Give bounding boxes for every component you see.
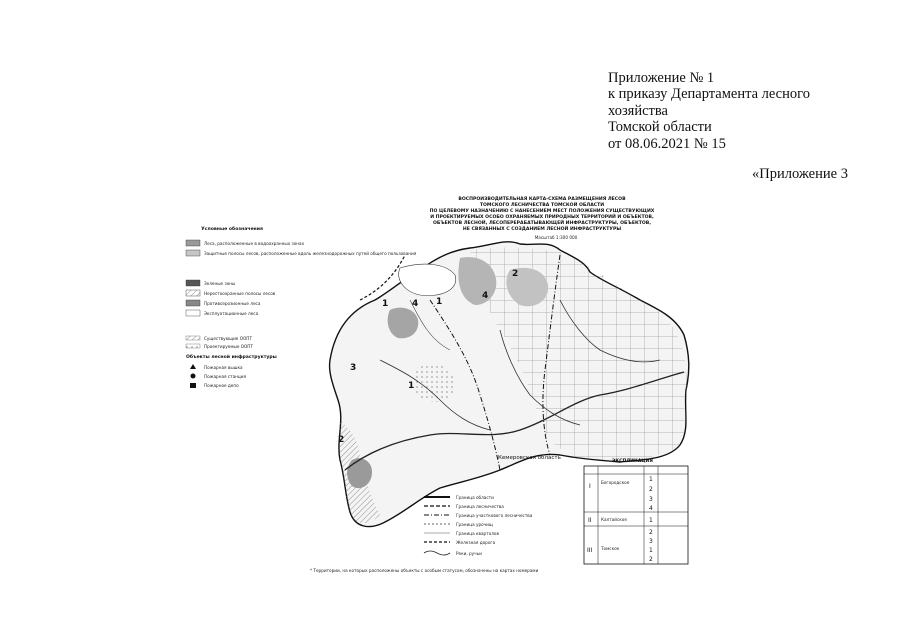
header-line-4: Томской области	[608, 119, 712, 136]
area-number: 3	[350, 363, 357, 373]
map-scale: Масштаб 1:300 000	[534, 235, 578, 240]
explication-row-name: Томское	[601, 546, 620, 551]
legend-bottom-item: Граница кварталов	[456, 531, 499, 536]
area-number: 2	[512, 269, 519, 279]
legend-item: Противоэрозионные леса	[204, 301, 261, 306]
svg-text:3: 3	[649, 496, 653, 503]
area-number: 1	[436, 297, 443, 307]
legend-bottom-item: Граница участкового лесничества	[456, 513, 533, 518]
svg-text:3: 3	[649, 538, 653, 545]
fire-tower-icon	[190, 364, 196, 369]
area-number: 1	[382, 299, 389, 309]
appendix-label: «Приложение 3	[752, 166, 848, 182]
svg-text:1: 1	[649, 517, 653, 524]
legend-item: Нерестоохранные полосы лесов	[204, 291, 276, 296]
area-number: 4	[482, 291, 489, 301]
map-title-line-6: НЕ СВЯЗАННЫХ С СОЗДАНИЕМ ЛЕСНОЙ ИНФРАСТРУКТУРЫ	[462, 227, 622, 232]
header-line-1: Приложение № 1	[608, 70, 715, 86]
legend-item: Проектируемые ООПТ	[204, 344, 254, 349]
legend-infra-item: Пожарная вышка	[204, 365, 243, 370]
legend-bottom-item: Граница урочищ	[456, 522, 493, 527]
legend-item: Существующие ООПТ	[204, 336, 253, 341]
svg-text:1: 1	[649, 476, 653, 483]
map-legend-bottom	[424, 495, 533, 556]
legend-item: Эксплуатационные леса	[204, 311, 259, 316]
region-label: Кемеровская область	[498, 455, 561, 461]
fire-depot-icon	[190, 383, 196, 388]
map-title-line-3: ПО ЦЕЛЕВОМУ НАЗНАЧЕНИЮ С НАНЕСЕНИЕМ МЕСТ ПОЛОЖЕНИЯ СУЩЕСТВУЮЩИХ	[429, 209, 655, 214]
explication-row-id: II	[588, 517, 592, 524]
explication-row-name: Калтайское	[601, 517, 627, 522]
svg-text:2: 2	[649, 556, 653, 563]
explication-title: ЭКСПЛИКАЦИЯ	[612, 459, 653, 464]
explication-row-name: Богородское	[601, 480, 630, 485]
svg-text:1: 1	[649, 547, 653, 554]
map-title-line-2: ТОМСКОГО ЛЕСНИЧЕСТВА ТОМСКОЙ ОБЛАСТИ	[479, 203, 605, 208]
svg-text:2: 2	[649, 529, 653, 536]
map-title-line-4: И ПРОЕКТИРУЕМЫХ ОСОБО ОХРАНЯЕМЫХ ПРИРОДНЫХ ТЕРРИТОРИЙ И ОБЪЕКТОВ,	[430, 215, 654, 220]
map-footnote: * Территории, на которых расположены объекты с особым статусом, обозначены на картах номерами	[310, 568, 539, 573]
area-number: 2	[338, 435, 345, 445]
header-line-5: от 08.06.2021 № 15	[608, 135, 726, 152]
legend-item: Зеленые зоны	[204, 281, 236, 286]
header-line-3: хозяйства	[608, 102, 668, 119]
map-title-line-1: ВОСПРОИЗВОДИТЕЛЬНАЯ КАРТА-СХЕМА РАЗМЕЩЕНИЯ ЛЕСОВ	[458, 197, 626, 202]
legend-infra-item: Пожарное депо	[204, 383, 239, 388]
legend-title: Условные обозначения	[201, 227, 263, 232]
legend-infra-item: Пожарная станция	[204, 374, 246, 379]
explication-row-id: III	[587, 547, 593, 554]
map-title	[430, 196, 655, 240]
svg-text:4: 4	[649, 505, 653, 512]
legend-bottom-item: Граница области	[456, 495, 494, 500]
header-line-2: к приказу Департамента лесного	[608, 86, 810, 103]
legend-bottom-item: Железная дорога	[456, 540, 496, 545]
legend-infra-title: Объекты лесной инфраструктуры	[186, 355, 277, 360]
legend-bottom-item: Реки, ручьи	[456, 551, 482, 556]
fire-station-icon	[191, 374, 196, 379]
explication-row-id: I	[589, 483, 591, 490]
area-number: 1	[408, 381, 415, 391]
area-number: 4	[412, 299, 419, 309]
legend-item: Защитные полосы лесов, расположенные вдоль железнодорожных путей общего пользования	[204, 251, 417, 256]
legend-item: Леса, расположенные в водоохранных зонах	[204, 241, 305, 246]
legend-bottom-item: Граница лесничества	[456, 504, 504, 509]
svg-text:2: 2	[649, 486, 653, 493]
explication-table	[584, 458, 688, 564]
map-title-line-5: ОБЪЕКТОВ ЛЕСНОЙ, ЛЕСОПЕРЕРАБАТЫВАЮЩЕЙ ИНФРАСТРУКТУРЫ, ОБЪЕКТОВ,	[432, 221, 652, 226]
